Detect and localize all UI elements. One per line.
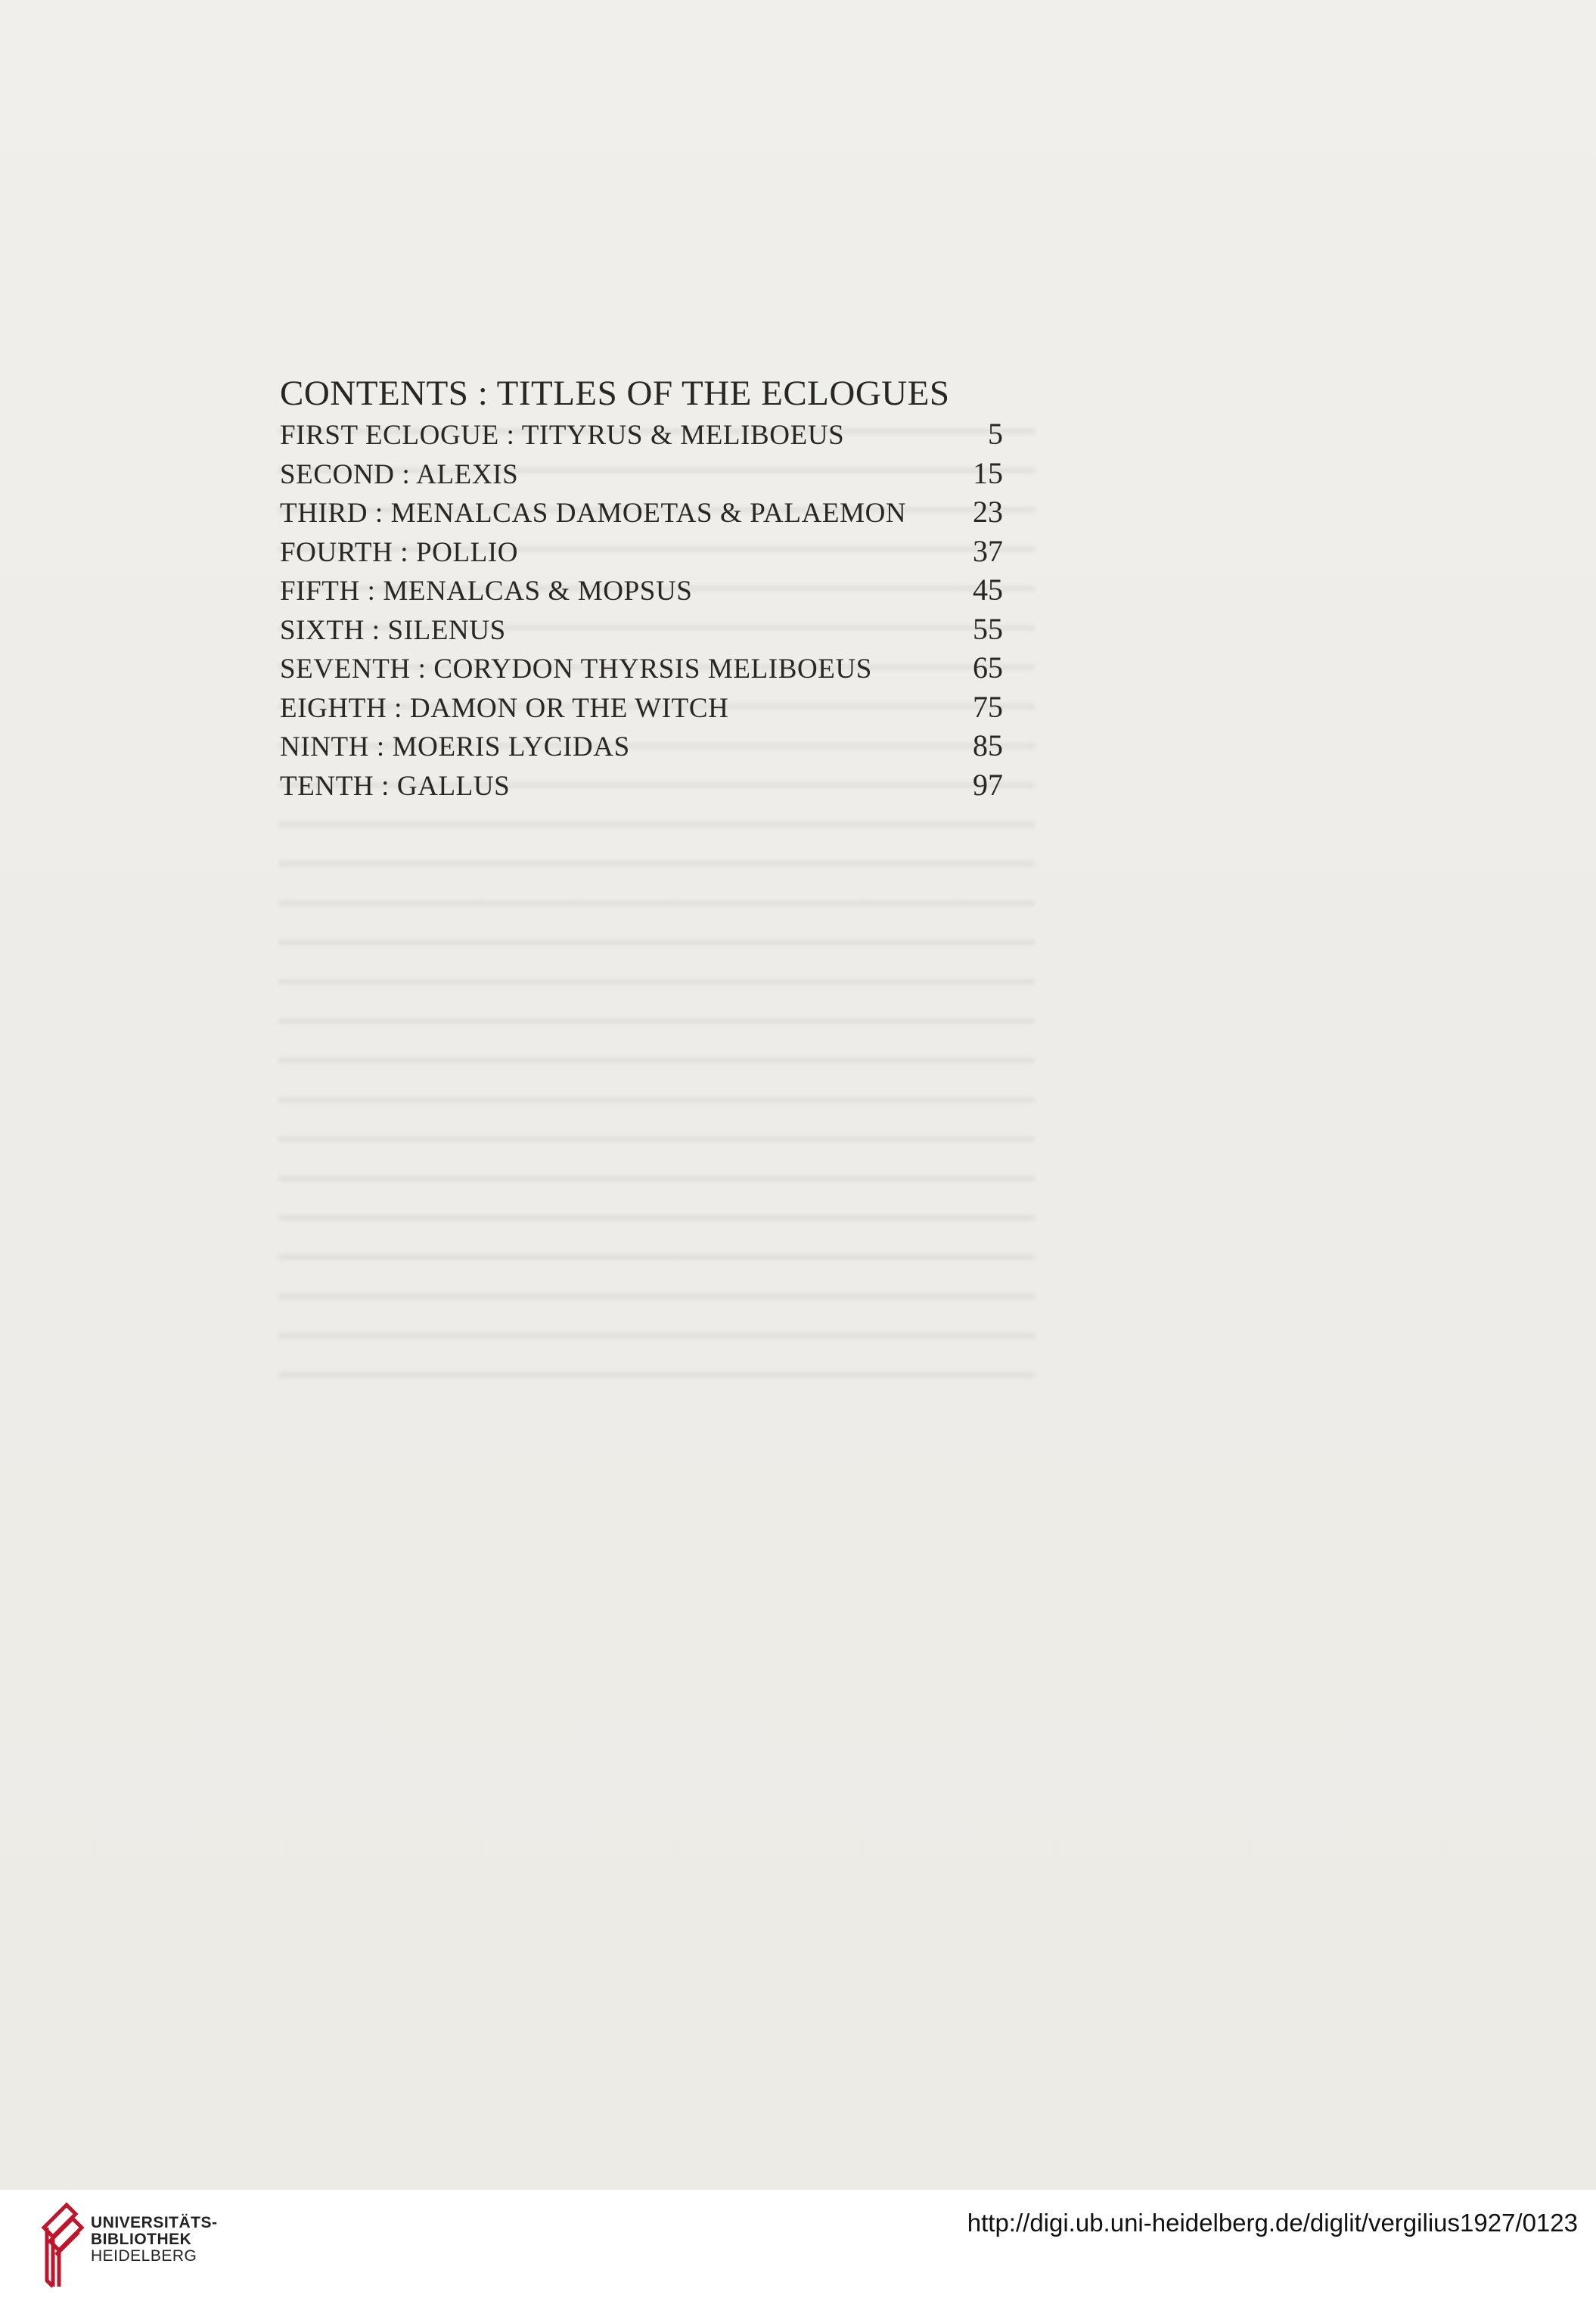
toc-row [280,648,1003,688]
toc-row [280,610,1003,649]
toc-page-number: 15 [973,455,1003,490]
toc-page-number: 23 [973,495,1003,529]
toc-title: CONTENTS : TITLES OF THE ECLOGUES [280,374,950,413]
toc-entry-title: TENTH : GALLUS [280,770,511,802]
toc-page-number: 65 [973,651,1003,685]
toc-page-number: 37 [973,533,1003,568]
toc-row [280,415,1003,454]
toc-page-number: 55 [973,611,1003,646]
table-of-contents [280,372,1003,804]
permalink-url[interactable]: http://digi.ub.uni-heidelberg.de/diglit/vergilius1927/0123 [967,2209,1578,2237]
toc-row [280,532,1003,571]
toc-page-number: 5 [988,417,1003,451]
toc-row [280,726,1003,765]
library-name-line1: UNIVERSITÄTS- [91,2214,218,2231]
toc-entry-title: NINTH : MOERIS LYCIDAS [280,731,630,762]
footer-bar [0,2190,1596,2304]
toc-row [280,688,1003,727]
toc-entry-title: THIRD : MENALCAS DAMOETAS & PALAEMON [280,498,907,529]
library-name-line2: BIBLIOTHEK [91,2231,192,2248]
toc-row [280,765,1003,805]
toc-entry-title: FIFTH : MENALCAS & MOPSUS [280,576,693,607]
toc-entry-title: SIXTH : SILENUS [280,614,506,646]
toc-row [280,492,1003,532]
library-name [91,2215,218,2265]
toc-page-number: 75 [973,689,1003,724]
toc-entry-title: EIGHTH : DAMON OR THE WITCH [280,692,729,724]
library-name-line3: HEIDELBERG [91,2247,197,2265]
toc-row [280,570,1003,610]
toc-page-number: 45 [973,573,1003,607]
toc-entry-title: FIRST ECLOGUE : TITYRUS & MELIBOEUS [280,420,845,451]
toc-page-number: 97 [973,767,1003,802]
toc-entry-title: SEVENTH : CORYDON THYRSIS MELIBOEUS [280,654,872,685]
toc-row [280,454,1003,493]
toc-entry-title: SECOND : ALEXIS [280,458,519,490]
toc-page-number: 85 [973,728,1003,762]
toc-entry-title: FOURTH : POLLIO [280,536,519,568]
